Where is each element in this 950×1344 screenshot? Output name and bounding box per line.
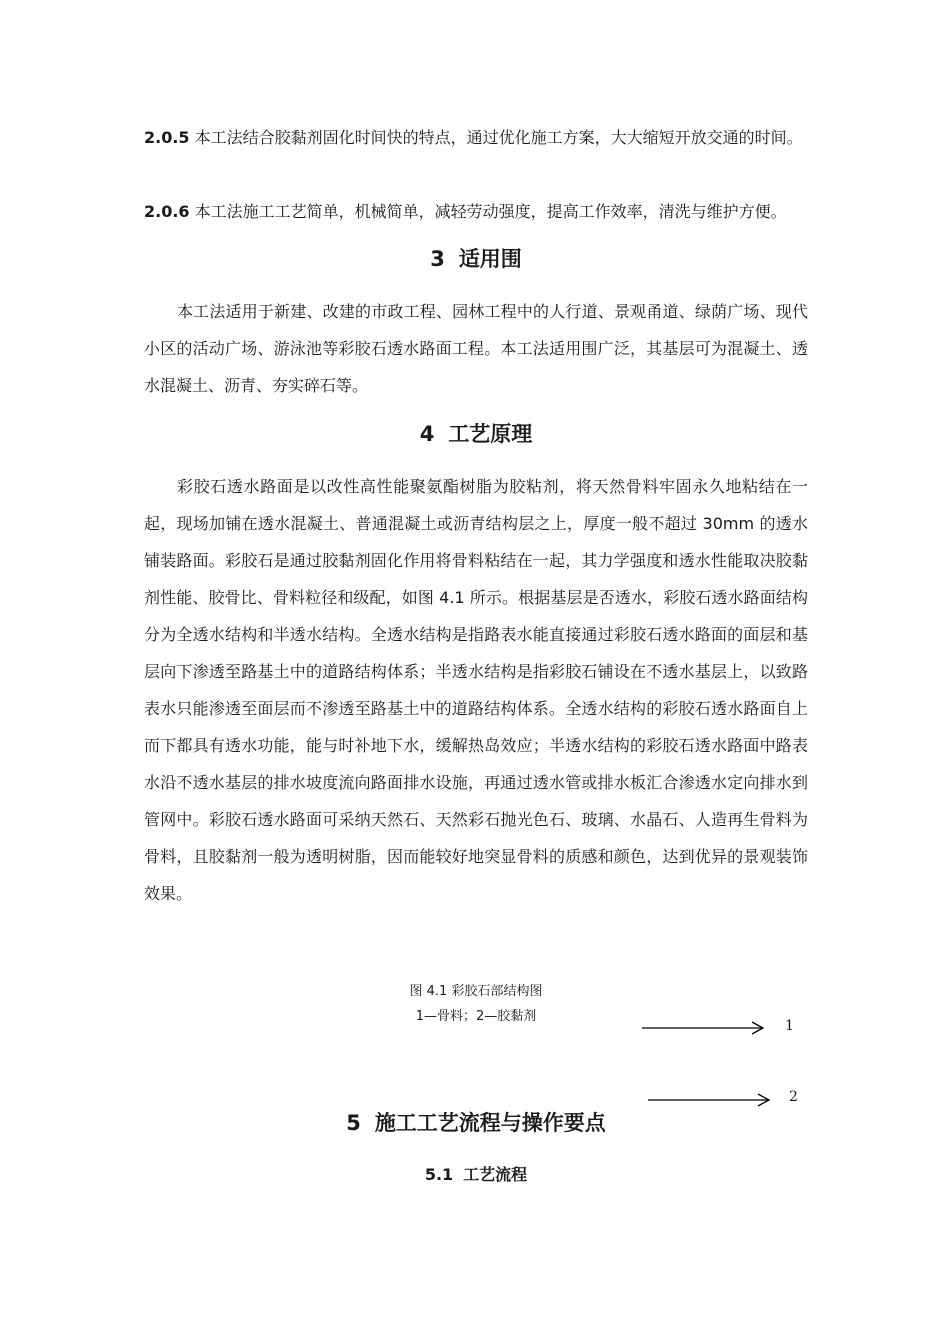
subsection-number: 5.1: [424, 1165, 454, 1184]
section-5-1-heading: [144, 1163, 808, 1187]
callout-label-1: 1: [785, 1018, 794, 1034]
figure-legend: 1—骨料；2—胶黏剂: [415, 1009, 537, 1024]
section-3-heading: [144, 244, 808, 274]
subsection-title: 工艺流程: [463, 1165, 528, 1184]
section-number: 3: [430, 247, 445, 271]
callout-arrow-1: [640, 1019, 768, 1037]
paragraph-2-0-6: [144, 193, 808, 230]
figure-caption: 图 4.1 彩胶石部结构图: [409, 984, 543, 999]
clause-number: 2.0.5: [144, 128, 190, 147]
section-3-body: 本工法适用于新建、改建的市政工程、园林工程中的人行道、景观甬道、绿荫广场、现代小区的活动广场、游泳池等彩胶石透水路面工程。本工法适用围广泛，其基层可为混凝土、透水混凝土、沥青、夯实碎石等。: [144, 302, 808, 395]
paragraph-2-0-5: [144, 119, 808, 156]
section-5-heading: [144, 1108, 808, 1138]
callout-label-2: 2: [789, 1089, 798, 1105]
section-number: 4: [419, 422, 435, 446]
section-title: 适用围: [458, 247, 522, 271]
clause-text: 本工法结合胶黏剂固化时间快的特点，通过优化施工方案，大大缩短开放交通的时间。: [189, 128, 803, 147]
clause-number: 2.0.6: [144, 202, 190, 221]
section-title: 施工工艺流程与操作要点: [374, 1111, 606, 1135]
callout-arrow-2: [646, 1091, 774, 1109]
section-4-body: 彩胶石透水路面是以改性高性能聚氨酯树脂为胶粘剂，将天然骨料牢固永久地粘结在一起，现场加铺在透水混凝土、普通混凝土或沥青结构层之上，厚度一般不超过 30mm 的透水铺装路面。彩胶石是通过胶黏剂固化作用将骨料粘结在一起，其力学强度和透水性能取决胶黏剂性能、胶骨比、骨料粒径和级配，如图 4.1 所示。根据基层是否透水，彩胶石透水路面结构分为全透水结构和半透水结构。全透水结构是指路表水能直接通过彩胶石透水路面的面层和基层向下渗透至路基土中的道路结构体系；半透水结构是指彩胶石铺设在不透水基层上，以致路表水只能渗透至面层而不渗透至路基土中的道路结构体系。全透水结构的彩胶石透水路面自上而下都具有透水功能，能与时补地下水，缓解热岛效应；半透水结构的彩胶石透水路面中路表水沿不透水基层的排水坡度流向路面排水设施，再通过透水管或排水板汇合渗透水定向排水到管网中。彩胶石透水路面可采纳天然石、天然彩石抛光色石、玻璃、水晶石、人造再生骨料为骨料，且胶黏剂一般为透明树脂，因而能较好地突显骨料的质感和颜色，达到优异的景观装饰效果。: [144, 477, 808, 903]
section-4-heading: [144, 419, 808, 449]
clause-text: 本工法施工工艺简单，机械简单，减轻劳动强度，提高工作效率，清洗与维护方便。: [189, 202, 787, 221]
section-title: 工艺原理: [448, 422, 533, 446]
section-number: 5: [346, 1111, 361, 1135]
